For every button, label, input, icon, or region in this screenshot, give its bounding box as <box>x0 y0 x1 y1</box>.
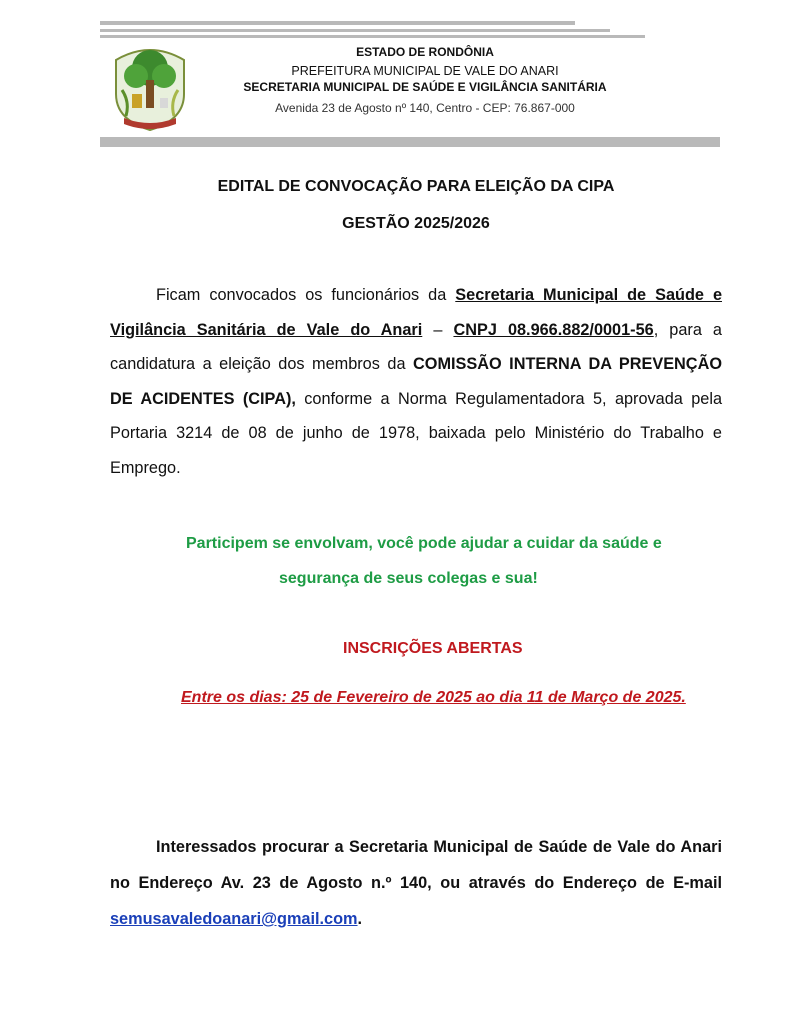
header-rule-bottom <box>100 35 645 38</box>
convocation-paragraph <box>110 278 722 485</box>
body-text-norm: conforme a Norma Regulamentadora 5, aprovada pela Portaria 3214 de 08 de junho de 1978, baixada pelo Ministério do Trabalho e Emprego. <box>110 389 722 477</box>
body-text-intro: Ficam convocados os funcionários da <box>156 286 456 304</box>
header-rule-middle <box>100 29 610 32</box>
header-separator <box>100 137 720 147</box>
header-state: ESTADO DE RONDÔNIA <box>356 45 494 59</box>
contact-paragraph <box>110 829 722 937</box>
header-address: Avenida 23 de Agosto nº 140, Centro - CEP: 76.867-000 <box>275 101 575 115</box>
organization-name: Secretaria Municipal de Saúde e Vigilância Sanitária de Vale do Anari <box>110 286 722 339</box>
call-to-action-line1: Participem se envolvam, você pode ajudar a cuidar da saúde e <box>186 535 662 552</box>
cnpj-number: CNPJ 08.966.882/0001-56 <box>453 320 654 339</box>
call-to-action-line2: segurança de seus colegas e sua! <box>279 570 538 587</box>
header-rule-top <box>100 21 575 25</box>
contact-text: Interessados procurar a Secretaria Municipal de Saúde de Vale do Anari no Endereço Av. 23 de Agosto n.º 140, ou através do Endereço de E-mail <box>110 838 722 892</box>
document-title: EDITAL DE CONVOCAÇÃO PARA ELEIÇÃO DA CIPA <box>217 178 615 195</box>
contact-email-link[interactable]: semusavaledoanari@gmail.com <box>110 910 358 928</box>
contact-end: . <box>357 910 363 928</box>
registrations-open-heading: INSCRIÇÕES ABERTAS <box>343 640 523 657</box>
body-text-candidature: , para a candidatura a eleição dos membros da <box>110 320 722 373</box>
header-prefeitura: PREFEITURA MUNICIPAL DE VALE DO ANARI <box>291 64 559 78</box>
header-secretaria: SECRETARIA MUNICIPAL DE SAÚDE E VIGILÂNCIA SANITÁRIA <box>243 80 607 94</box>
cipa-name: COMISSÃO INTERNA DA PREVENÇÃO DE ACIDENTES (CIPA), <box>110 355 722 408</box>
body-dash: – <box>422 320 454 339</box>
document-subtitle: GESTÃO 2025/2026 <box>342 215 490 232</box>
registration-dates: Entre os dias: 25 de Fevereiro de 2025 ao dia 11 de Março de 2025. <box>181 689 686 706</box>
municipal-crest-logo <box>108 42 192 132</box>
